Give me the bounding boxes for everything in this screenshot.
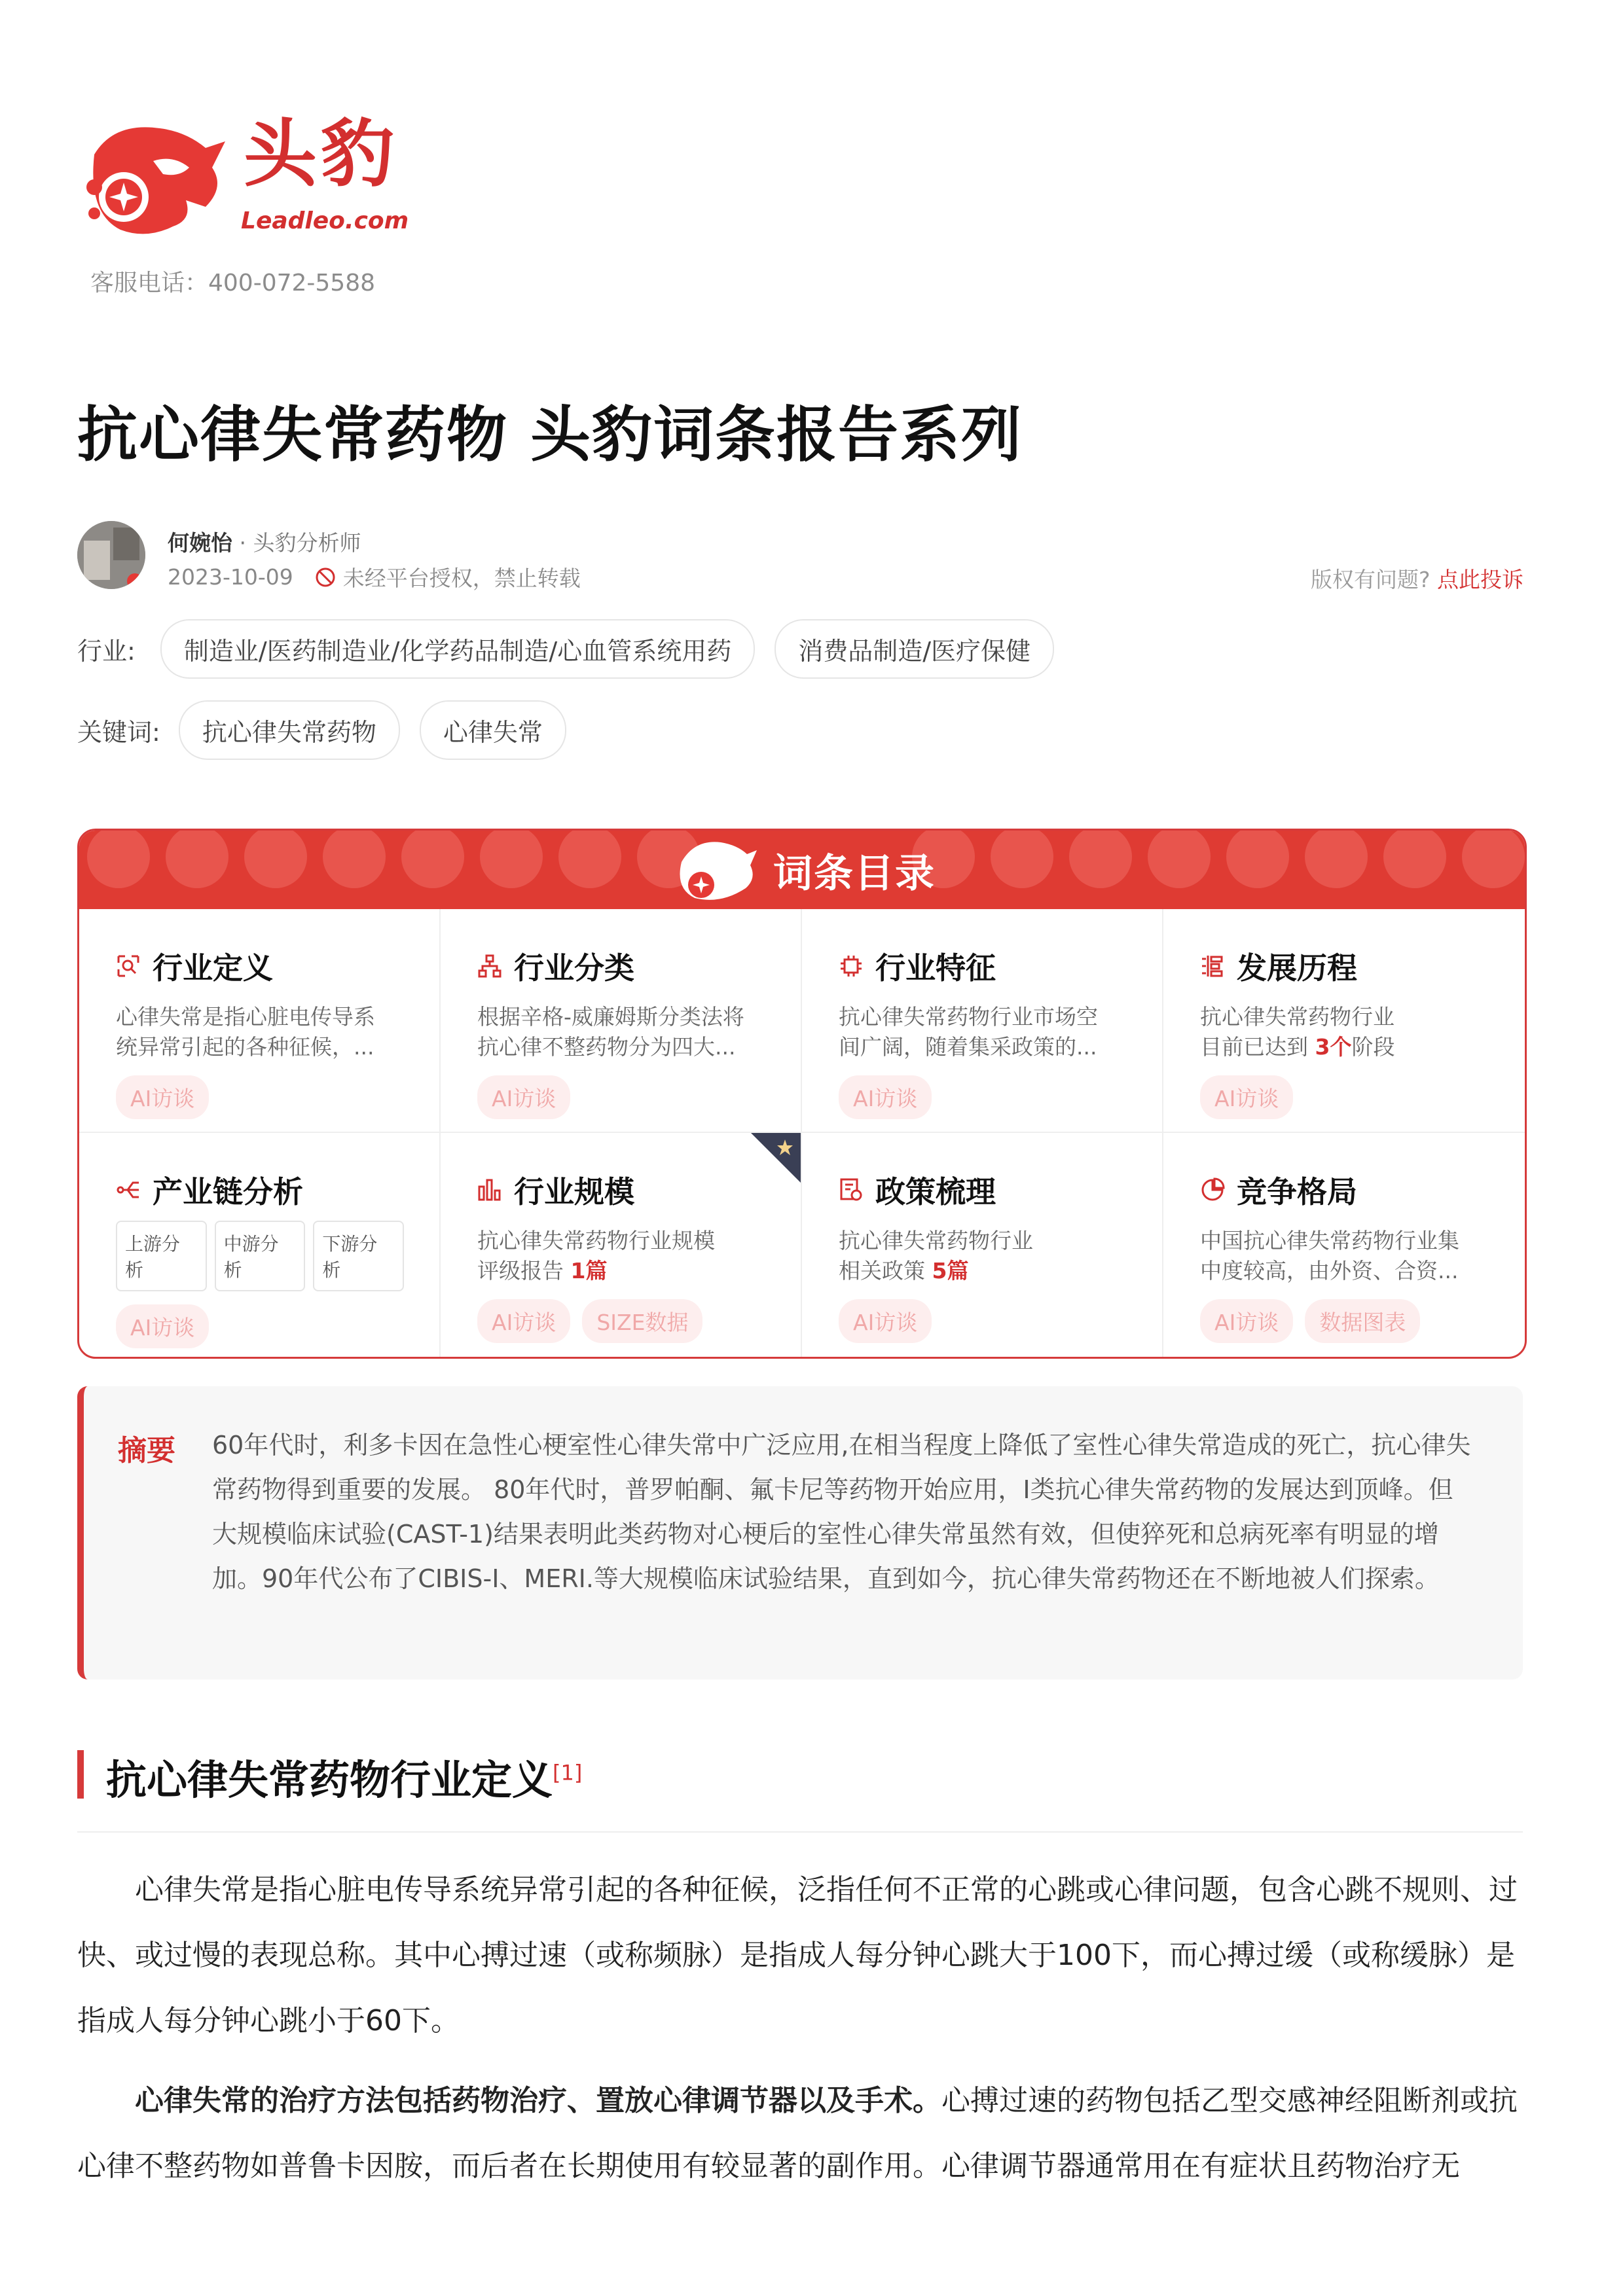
midstream-analysis-chip[interactable]: 中游分析 bbox=[215, 1221, 306, 1291]
toc-item-title: 行业规模 bbox=[514, 1174, 634, 1210]
bar-chart-icon bbox=[477, 1177, 502, 1202]
toc-item-market-size[interactable] bbox=[441, 1133, 802, 1357]
toc-item-desc: 抗心律不整药物分为四大... bbox=[477, 1034, 736, 1060]
toc-item-classification[interactable] bbox=[441, 909, 802, 1133]
toc-item-desc: 间广阔，随着集采政策的... bbox=[839, 1034, 1097, 1060]
industry-tag[interactable]: 消费品制造/医疗保健 bbox=[775, 619, 1054, 679]
toc-item-features[interactable] bbox=[802, 909, 1163, 1133]
author-name[interactable]: 何婉怡 bbox=[168, 530, 232, 556]
reference-link[interactable]: [1] bbox=[553, 1760, 583, 1785]
author-role: · 头豹分析师 bbox=[239, 530, 361, 556]
toc-item-title: 竞争格局 bbox=[1237, 1174, 1357, 1210]
ai-interview-chip[interactable]: AI访谈 bbox=[1200, 1075, 1293, 1119]
brand-logo bbox=[75, 112, 409, 246]
toc-item-title: 行业特征 bbox=[875, 950, 996, 986]
downstream-analysis-chip[interactable]: 下游分析 bbox=[313, 1221, 404, 1291]
section-marker bbox=[77, 1750, 84, 1799]
abstract-text: 60年代时，利多卡因在急性心梗室性心律失常中广泛应用,在相当程度上降低了室性心律失常造成的死亡，抗心律失常药物得到重要的发展。 80年代时，普罗帕酮、氟卡尼等药物开始应用，I类抗心律失常药物的发展达到顶峰。但大规模临床试验(CAST-1)结果表明此类药物对心梗后的室性心律失常虽然有效，但使猝死和总病死率有明显的增加。90年代公布了CIBIS-I、MERI.等大规模临床试验结果，直到如今，抗心律失常药物还在不断地被人们探索。 bbox=[212, 1431, 1471, 1593]
brand-name-cn: 头豹 bbox=[244, 112, 398, 197]
paragraph bbox=[77, 2068, 1524, 2199]
toc-item-title: 产业链分析 bbox=[153, 1174, 303, 1210]
industry-tag[interactable]: 制造业/医药制造业/化学药品制造/心血管系统用药 bbox=[160, 619, 755, 679]
size-data-chip[interactable]: SIZE数据 bbox=[582, 1299, 702, 1343]
brand-name-en[interactable]: Leadleo.com bbox=[241, 207, 409, 234]
copyright-question: 版权有问题? bbox=[1310, 567, 1431, 592]
keyword-label: 关键词: bbox=[77, 718, 160, 747]
page-title: 抗心律失常药物 头豹词条报告系列 bbox=[77, 400, 1023, 470]
publish-date: 2023-10-09 bbox=[168, 564, 293, 590]
industry-label: 行业: bbox=[77, 637, 136, 666]
avatar[interactable] bbox=[77, 521, 145, 589]
pie-chart-icon bbox=[1200, 1177, 1225, 1202]
hierarchy-icon bbox=[477, 954, 502, 978]
stage-count: 3个 bbox=[1315, 1034, 1352, 1060]
section-title-text: 抗心律失常药物行业定义 bbox=[106, 1756, 553, 1804]
author-info bbox=[168, 526, 361, 557]
industry-row bbox=[77, 619, 1054, 679]
toc-item-desc: 统异常引起的各种征候，... bbox=[116, 1034, 374, 1060]
toc-item-desc: 根据辛格-威廉姆斯分类法将 bbox=[477, 1004, 744, 1030]
data-chart-chip[interactable]: 数据图表 bbox=[1305, 1299, 1420, 1343]
toc-item-desc: 中国抗心律失常药物行业集 bbox=[1200, 1228, 1459, 1253]
section-divider bbox=[77, 1831, 1523, 1833]
toc-item-title: 行业定义 bbox=[153, 950, 273, 986]
toc-item-desc: 抗心律失常药物行业 bbox=[839, 1228, 1033, 1253]
section-title bbox=[106, 1748, 582, 1806]
toc-item-desc: 目前已达到 bbox=[1200, 1034, 1315, 1060]
toc-item-desc: 评级报告 bbox=[477, 1258, 571, 1283]
publish-info bbox=[168, 562, 581, 592]
upstream-analysis-chip[interactable]: 上游分析 bbox=[116, 1221, 207, 1291]
abstract-box bbox=[77, 1386, 1523, 1679]
keyword-tag[interactable]: 心律失常 bbox=[420, 700, 566, 760]
toc-item-desc: 阶段 bbox=[1351, 1034, 1395, 1060]
ai-interview-chip[interactable]: AI访谈 bbox=[477, 1075, 570, 1119]
avatar-photo-icon bbox=[77, 521, 145, 589]
complaint-link[interactable]: 点此投诉 bbox=[1437, 567, 1523, 592]
ai-interview-chip[interactable]: AI访谈 bbox=[116, 1075, 209, 1119]
toc-item-desc: 抗心律失常药物行业规模 bbox=[477, 1228, 715, 1253]
chain-icon bbox=[116, 1177, 141, 1202]
toc-item-desc: 心律失常是指心脏电传导系 bbox=[116, 1004, 375, 1030]
paragraph: 心律失常是指心脏电传导系统异常引起的各种征候，泛指任何不正常的心跳或心律问题，包含心跳不规则、过快、或过慢的表现总称。其中心搏过速（或称频脉）是指成人每分钟心跳大于100下，而心搏过缓（或称缓脉）是指成人每分钟心跳小于60下。 bbox=[77, 1873, 1518, 2037]
toc-item-definition[interactable] bbox=[79, 909, 441, 1133]
toc-header bbox=[79, 831, 1525, 909]
toc-title: 词条目录 bbox=[773, 851, 936, 897]
search-doc-icon bbox=[116, 954, 141, 978]
ai-interview-chip[interactable]: AI访谈 bbox=[477, 1299, 570, 1343]
ai-interview-chip[interactable]: AI访谈 bbox=[116, 1304, 209, 1348]
leopard-logo-icon bbox=[75, 115, 232, 246]
policy-count: 5篇 bbox=[932, 1258, 969, 1283]
toc-item-history[interactable] bbox=[1163, 909, 1525, 1133]
toc-grid bbox=[79, 909, 1525, 1357]
abstract-label: 摘要 bbox=[118, 1434, 175, 1467]
toc-item-title: 政策梳理 bbox=[875, 1174, 996, 1210]
forbidden-icon bbox=[314, 566, 337, 588]
policy-doc-icon bbox=[839, 1177, 864, 1202]
keyword-tag[interactable]: 抗心律失常药物 bbox=[179, 700, 400, 760]
ai-interview-chip[interactable]: AI访谈 bbox=[839, 1075, 932, 1119]
toc-item-title: 发展历程 bbox=[1237, 950, 1357, 986]
toc-item-desc: 抗心律失常药物行业 bbox=[1200, 1004, 1395, 1030]
toc-item-desc: 抗心律失常药物行业市场空 bbox=[839, 1004, 1098, 1030]
toc-item-title: 行业分类 bbox=[514, 950, 634, 986]
paragraph-bold: 心律失常的治疗方法包括药物治疗、置放心律调节器以及手术。 bbox=[135, 2084, 941, 2117]
ai-interview-chip[interactable]: AI访谈 bbox=[839, 1299, 932, 1343]
toc-item-desc: 相关政策 bbox=[839, 1258, 932, 1283]
keyword-row bbox=[77, 700, 566, 760]
toc-item-industry-chain[interactable] bbox=[79, 1133, 441, 1357]
toc-item-desc: 中度较高，由外资、合资... bbox=[1200, 1258, 1459, 1283]
toc-item-policy[interactable] bbox=[802, 1133, 1163, 1357]
paragraph-text: 心搏过速的药物包括乙型交感神经阻断剂或抗心律不整药物如普鲁卡因胺，而后者在长期使用有较显著的副作用。心律调节器通常用在有症状且药物治疗无 bbox=[77, 2084, 1518, 2183]
reprint-notice: 未经平台授权，禁止转载 bbox=[342, 565, 581, 591]
chip-icon bbox=[839, 954, 864, 978]
star-badge-icon bbox=[751, 1133, 801, 1183]
copyright-complaint bbox=[1311, 563, 1523, 594]
report-count: 1篇 bbox=[570, 1258, 608, 1283]
toc-card bbox=[77, 829, 1527, 1359]
timeline-icon bbox=[1200, 954, 1225, 978]
ai-interview-chip[interactable]: AI访谈 bbox=[1200, 1299, 1293, 1343]
service-phone: 客服电话：400-072-5588 bbox=[90, 270, 376, 296]
toc-item-competition[interactable] bbox=[1163, 1133, 1525, 1357]
